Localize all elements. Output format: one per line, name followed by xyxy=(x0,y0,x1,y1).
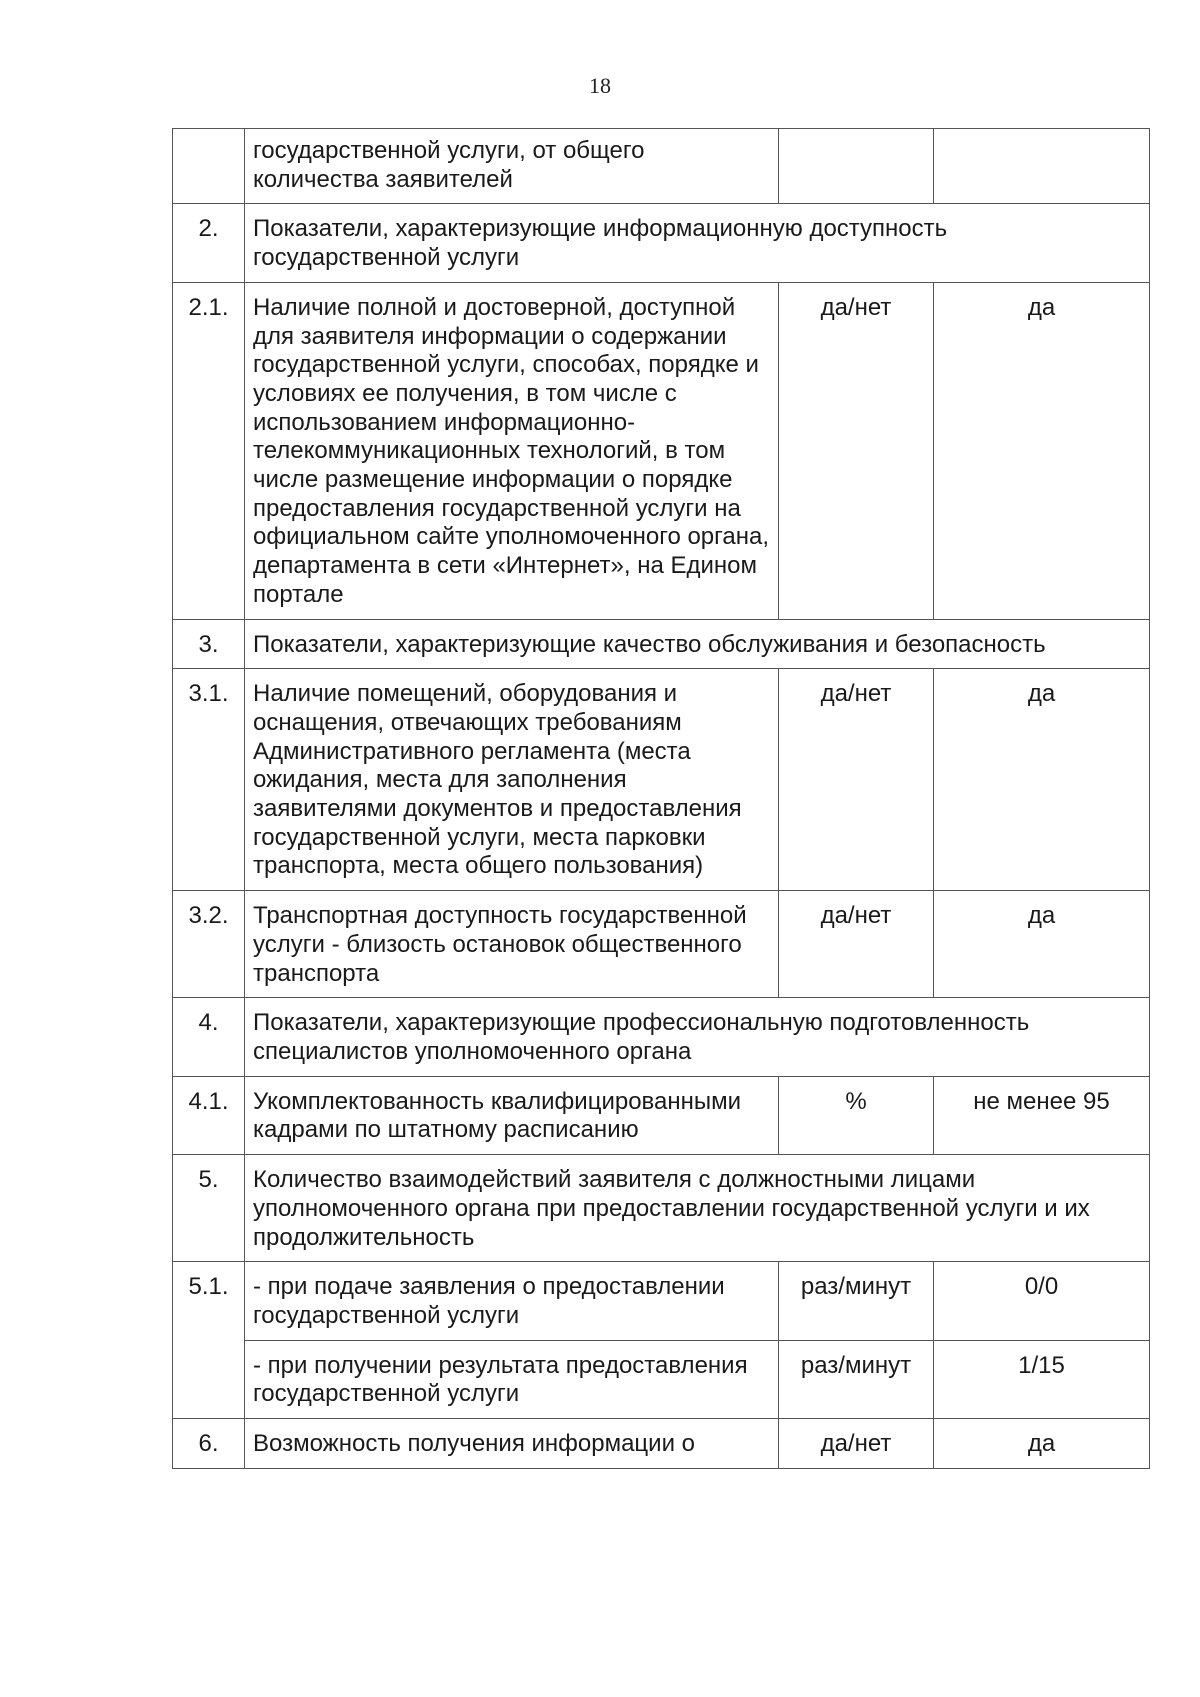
row-number: 3.1. xyxy=(173,669,245,891)
table-row xyxy=(173,669,1150,891)
indicator-name: - при получении результата предоставления государственной услуги xyxy=(245,1340,779,1418)
row-number xyxy=(173,129,245,204)
indicator-name: Укомплектованность квалифицированными кадрами по штатному расписанию xyxy=(245,1076,779,1154)
table-row xyxy=(173,129,1150,204)
table-row xyxy=(173,891,1150,998)
value-cell: да xyxy=(934,669,1150,891)
indicator-name: Наличие полной и достоверной, доступной для заявителя информации о содержании государственной услуги, способах, порядке и условиях ее получения, в том числе с использованием информационно-телекоммуникационных технологий, в том числе размещение информации о порядке предоставления государственной услуги на официальном сайте уполномоченного органа, департамента в сети «Интернет», на Едином портале xyxy=(245,282,779,619)
indicator-name: Наличие помещений, оборудования и оснащения, отвечающих требованиям Административного регламента (места ожидания, места для заполнения заявителями документов и предоставления государственной услуги, места парковки транспорта, места общего пользования) xyxy=(245,669,779,891)
unit-cell: % xyxy=(779,1076,934,1154)
indicator-name: Транспортная доступность государственной услуги - близость остановок общественного транспорта xyxy=(245,891,779,998)
value-cell: не менее 95 xyxy=(934,1076,1150,1154)
indicator-name: - при подаче заявления о предоставлении государственной услуги xyxy=(245,1262,779,1340)
table-row xyxy=(173,282,1150,619)
table-row xyxy=(173,1076,1150,1154)
table-row xyxy=(173,1340,1150,1418)
page-number: 18 xyxy=(589,73,611,98)
value-cell: да xyxy=(934,891,1150,998)
indicator-name: Возможность получения информации о xyxy=(245,1419,779,1469)
value-cell: да xyxy=(934,1419,1150,1469)
section-row xyxy=(173,204,1150,282)
table-row xyxy=(173,1262,1150,1340)
unit-cell xyxy=(779,129,934,204)
section-row xyxy=(173,1155,1150,1262)
indicators-table xyxy=(172,128,1150,1469)
value-cell: 1/15 xyxy=(934,1340,1150,1418)
row-number: 5.1. xyxy=(173,1262,245,1419)
row-number: 3.2. xyxy=(173,891,245,998)
section-title: Показатели, характеризующие профессиональную подготовленность специалистов уполномоченного органа xyxy=(245,998,1150,1076)
value-cell: да xyxy=(934,282,1150,619)
row-number: 2. xyxy=(173,204,245,282)
value-cell: 0/0 xyxy=(934,1262,1150,1340)
row-number: 4. xyxy=(173,998,245,1076)
row-number: 6. xyxy=(173,1419,245,1469)
value-cell xyxy=(934,129,1150,204)
unit-cell: раз/минут xyxy=(779,1340,934,1418)
section-row xyxy=(173,619,1150,669)
table-row xyxy=(173,1419,1150,1469)
unit-cell: да/нет xyxy=(779,282,934,619)
unit-cell: раз/минут xyxy=(779,1262,934,1340)
row-number: 5. xyxy=(173,1155,245,1262)
row-number: 4.1. xyxy=(173,1076,245,1154)
indicator-name: государственной услуги, от общего количества заявителей xyxy=(245,129,779,204)
section-title: Показатели, характеризующие качество обслуживания и безопасность xyxy=(245,619,1150,669)
unit-cell: да/нет xyxy=(779,669,934,891)
row-number: 2.1. xyxy=(173,282,245,619)
section-title: Показатели, характеризующие информационную доступность государственной услуги xyxy=(245,204,1150,282)
section-row xyxy=(173,998,1150,1076)
row-number: 3. xyxy=(173,619,245,669)
unit-cell: да/нет xyxy=(779,891,934,998)
section-title: Количество взаимодействий заявителя с должностными лицами уполномоченного органа при предоставлении государственной услуги и их продолжительность xyxy=(245,1155,1150,1262)
unit-cell: да/нет xyxy=(779,1419,934,1469)
